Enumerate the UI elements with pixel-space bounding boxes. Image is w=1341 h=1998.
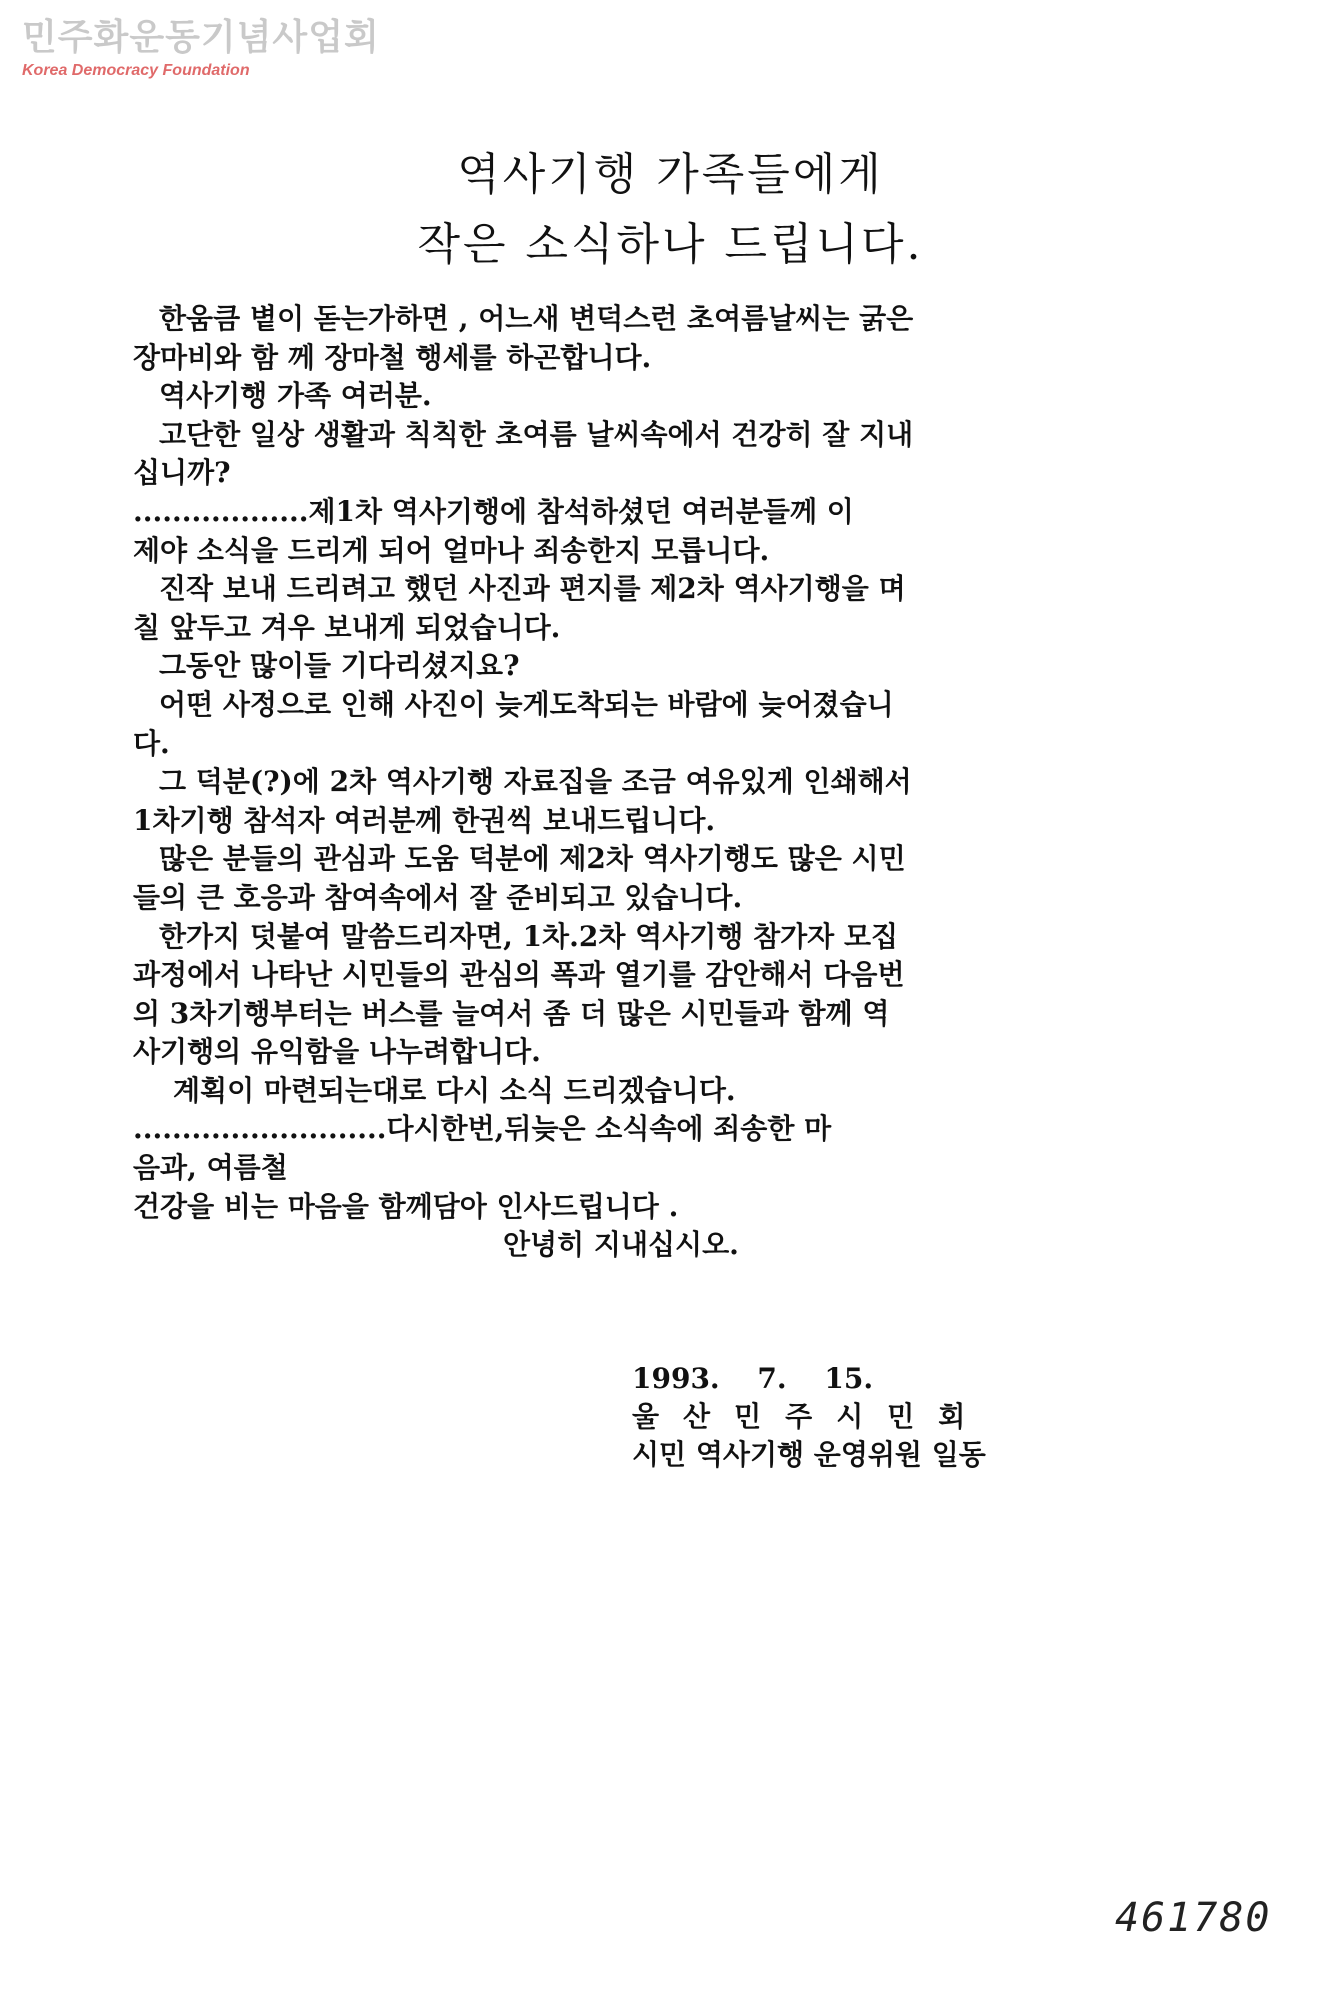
body-line: 진작 보내 드리려고 했던 사진과 편지를 제2차 역사기행을 며 (159, 572, 906, 606)
body-line: 과정에서 나타난 시민들의 관심의 폭과 열기를 감안해서 다음번 (133, 958, 905, 992)
title-line-2: 작은 소식하나 드립니다. (417, 219, 924, 270)
body-line: 그 덕분(?)에 2차 역사기행 자료집을 조금 여유있게 인쇄해서 (159, 765, 912, 799)
letter-signature (632, 1360, 989, 1474)
signature-organization: 울산민주시민회 (632, 1400, 990, 1433)
body-line: 의 3차기행부터는 버스를 늘여서 좀 더 많은 시민들과 함께 역 (133, 996, 890, 1030)
letter-body (133, 300, 1045, 1265)
watermark-english-text: Korea Democracy Foundation (22, 62, 250, 79)
body-line: 음과, 여름철 (133, 1151, 288, 1185)
body-line: 칠 앞두고 겨우 보내게 되었습니다. (133, 610, 561, 644)
body-line: ..........................다시한번,뒤늦은 소식속에 죄송한 마 (133, 1112, 832, 1146)
body-line: 그동안 많이들 기다리셨지요? (159, 649, 520, 683)
body-line: 십니까? (133, 456, 231, 490)
body-line: ..................제1차 역사기행에 참석하셨던 여러분들께 이 (133, 494, 854, 528)
foundation-watermark (22, 16, 380, 82)
signature-committee: 시민 역사기행 운영위원 일동 (632, 1438, 986, 1471)
closing-line: 안녕히 지내십시오. (503, 1228, 739, 1262)
body-line: 1차기행 참석자 여러분께 한권씩 보내드립니다. (133, 803, 716, 837)
body-line: 건강을 비는 마음을 함께담아 인사드립니다 . (133, 1189, 679, 1223)
body-line: 들의 큰 호응과 참여속에서 잘 준비되고 있습니다. (133, 880, 743, 914)
body-line: 역사기행 가족 여러분. (159, 379, 432, 413)
body-line: 계획이 마련되는대로 다시 소식 드리겠습니다. (173, 1073, 736, 1107)
body-line: 장마비와 함 께 장마철 행세를 하곤합니다. (133, 340, 652, 374)
handwritten-document-number: 461780 (1115, 1895, 1272, 1941)
body-line: 제야 소식을 드리게 되어 얼마나 죄송한지 모릅니다. (133, 533, 770, 567)
body-line: 사기행의 유익함을 나누려합니다. (133, 1035, 541, 1069)
body-line: 한가지 덧붙여 말씀드리자면, 1차.2차 역사기행 참가자 모집 (159, 919, 899, 953)
signature-date: 1993. 7. 15. (632, 1362, 874, 1395)
body-line: 다. (133, 726, 170, 760)
letter-title (0, 140, 1341, 280)
body-line: 많은 분들의 관심과 도움 덕분에 제2차 역사기행도 많은 시민 (159, 842, 906, 876)
title-line-1: 역사기행 가족들에게 (457, 149, 884, 200)
body-line: 고단한 일상 생활과 칙칙한 초여름 날씨속에서 건강히 잘 지내 (159, 417, 914, 451)
body-line: 한움큼 볕이 돋는가하면 , 어느새 변덕스런 초여름날씨는 굵은 (159, 302, 914, 335)
watermark-korean-text: 민주화운동기념사업회 (22, 17, 380, 58)
body-line: 어떤 사정으로 인해 사진이 늦게도착되는 바람에 늦어졌습니 (159, 687, 894, 721)
